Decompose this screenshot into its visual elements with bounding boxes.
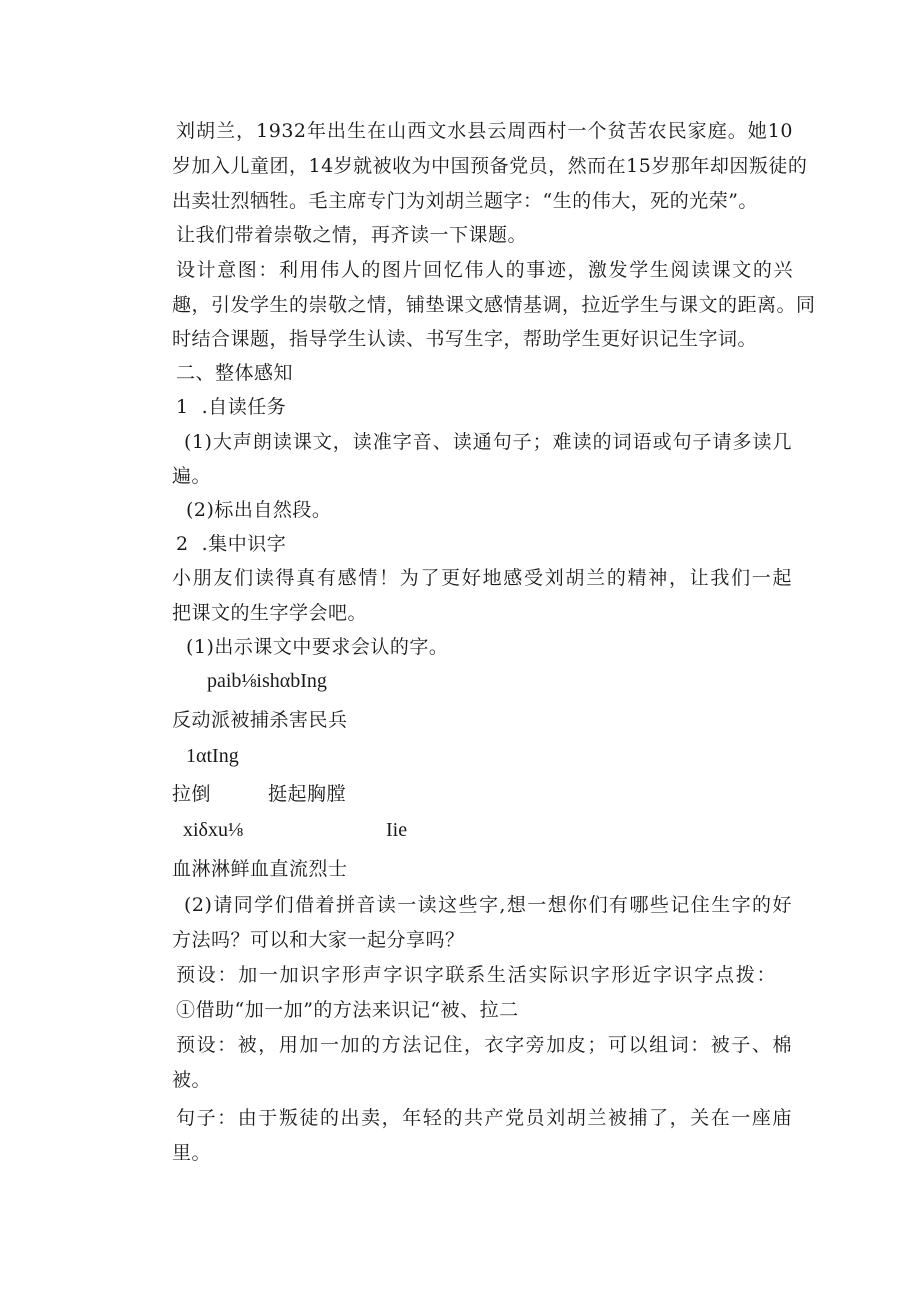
pinyin-row-3-a: xiδxu⅛ [183,819,243,841]
task-1-item-1-line-2: 遍。 [172,465,212,487]
intro-line-2: 岁加入儿童团，14岁就被收为中国预备党员，然而在15岁那年却因叛徒的 [172,155,808,177]
characters-row-2-a: 拉倒 [172,783,212,805]
show-characters-line: (1)出示课文中要求会认的字。 [186,636,449,658]
preset-bei-line-2: 被。 [172,1069,212,1091]
task-2-heading: 2 .集中识字 [176,533,287,555]
pinyin-row-3-b: Iie [386,819,408,841]
praise-line-1: 小朋友们读得真有感情！为了更好地感受刘胡兰的精神，让我们一起 [172,567,792,589]
characters-row-3: 血淋淋鲜血直流烈士 [172,858,348,880]
preset-bei-line-1: 预设：被，用加一加的方法记住，衣字旁加皮；可以组词：被子、棉 [176,1034,792,1056]
design-intent-line-3: 时结合课题，指导学生认读、书写生字，帮助学生更好识记生字词。 [172,328,758,350]
design-intent-line-2: 趣，引发学生的崇敬之情，铺垫课文感情基调，拉近学生与课文的距离。同 [172,294,816,316]
intro-line-1: 刘胡兰，1932年出生在山西文水县云周西村一个贫苦农民家庭。她10 [176,120,793,142]
sentence-line-2: 里。 [172,1142,212,1164]
share-line-1: (2)请同学们借着拼音读一读这些字,想一想你们有哪些记住生字的好 [184,894,792,916]
sentence-line-1: 句子：由于叛徒的出卖，年轻的共产党员刘胡兰被捕了，关在一座庙 [176,1107,792,1129]
task-1-item-2: (2)标出自然段。 [186,499,332,521]
pinyin-row-1: paib⅛ishαbIng [207,670,327,692]
intro-line-3: 出卖壮烈牺牲。毛主席专门为刘胡兰题字：“生的伟大，死的光荣”。 [172,190,758,212]
task-1-heading: 1 .自读任务 [176,396,287,418]
characters-row-2-b: 挺起胸膛 [268,783,347,805]
design-intent-line-1: 设计意图：利用伟人的图片回忆伟人的事迹，激发学生阅读课文的兴 [176,259,793,281]
pinyin-row-2: 1αtIng [186,745,239,767]
share-line-2: 方法吗？可以和大家一起分享吗？ [172,929,465,951]
task-1-item-1-line-1: (1)大声朗读课文，读准字音、读通句子；难读的词语或句子请多读几 [184,431,792,453]
praise-line-2: 把课文的生字学会吧。 [172,602,368,624]
section-heading: 二、整体感知 [176,362,294,384]
reread-line: 让我们带着崇敬之情，再齐读一下课题。 [176,224,528,246]
method-add-line: ①借助“加一加”的方法来识记“被、拉二 [176,999,519,1021]
characters-row-1: 反动派被捕杀害民兵 [172,709,348,731]
preset-methods-line: 预设：加一加识字形声字识字联系生活实际识字形近字识字点拨： [176,964,776,986]
